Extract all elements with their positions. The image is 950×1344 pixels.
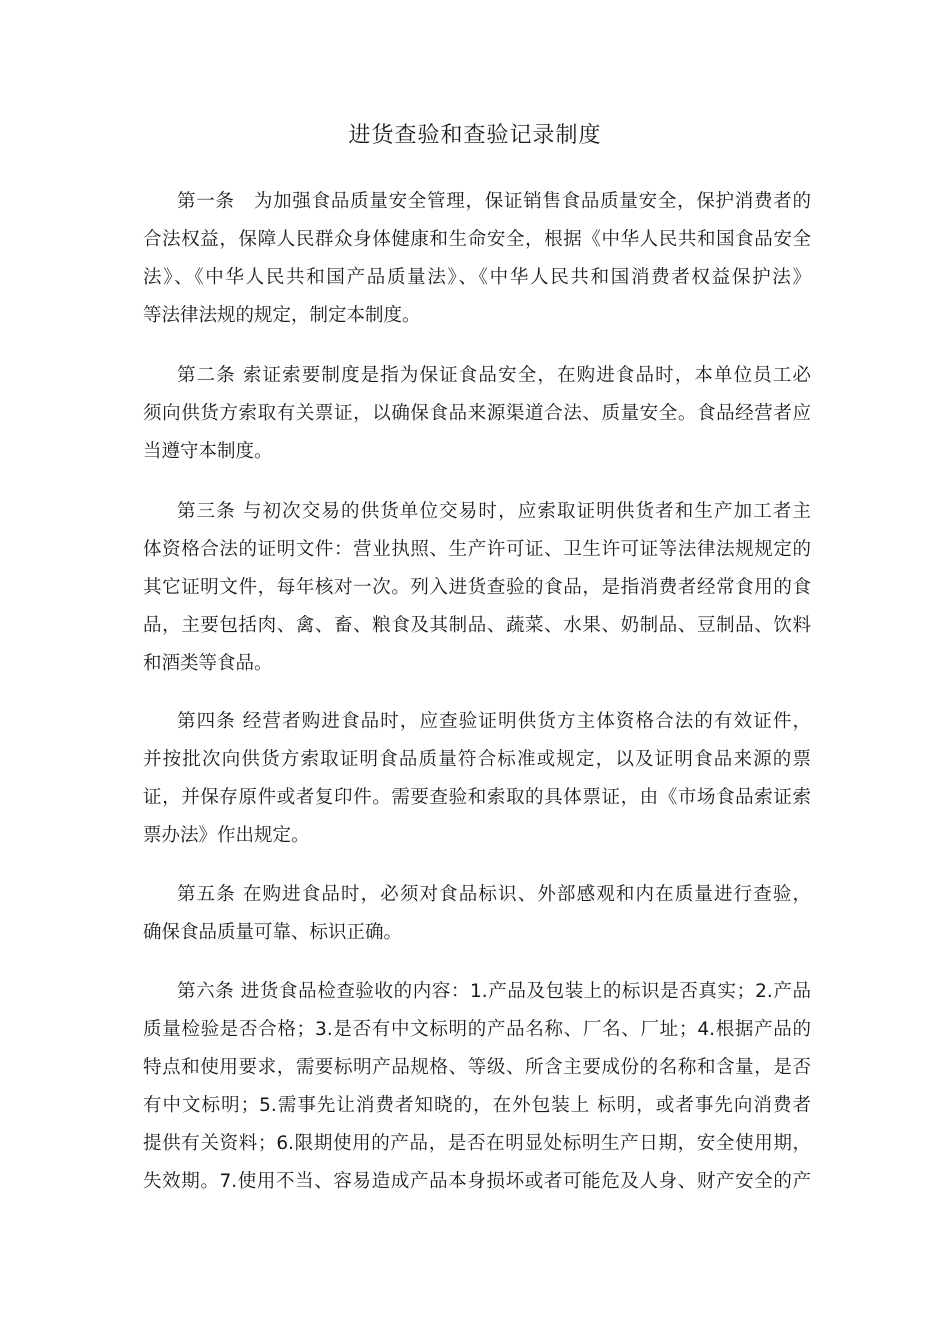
article-1-line-2: 合法权益，保障人民群众身体健康和生命安全，根据《中华人民共和国食品安全 [143, 229, 811, 250]
article-1-line-4: 等法律法规的规定，制定本制度。 [143, 305, 421, 326]
article-2-line-2: 须向供货方索取有关票证，以确保食品来源渠道合法、质量安全。食品经营者应 [143, 403, 811, 424]
article-1-line-3: 法》、《中华人民共和国产品质量法》、《中华人民共和国消费者权益保护法》 [143, 267, 811, 288]
article-6-line-5: 提供有关资料；6.限期使用的产品，是否在明显处标明生产日期，安全使用期， [143, 1133, 811, 1154]
document-title: 进货查验和查验记录制度 [348, 123, 602, 148]
article-4-line-1: 第四条 经营者购进食品时，应查验证明供货方主体资格合法的有效证件， [177, 711, 811, 732]
article-2-line-1: 第二条 索证索要制度是指为保证食品安全，在购进食品时，本单位员工必 [177, 365, 811, 386]
article-5-line-1: 第五条 在购进食品时，必须对食品标识、外部感观和内在质量进行查验， [177, 884, 811, 905]
article-2-line-3: 当遵守本制度。 [143, 441, 273, 462]
article-3-line-1: 第三条 与初次交易的供货单位交易时，应索取证明供货者和生产加工者主 [177, 501, 811, 522]
article-3-line-4: 品，主要包括肉、禽、畜、粮食及其制品、蔬菜、水果、奶制品、豆制品、饮料 [143, 615, 811, 636]
article-4-line-2: 并按批次向供货方索取证明食品质量符合标准或规定，以及证明食品来源的票 [143, 749, 811, 770]
article-3-line-2: 体资格合法的证明文件：营业执照、生产许可证、卫生许可证等法律法规规定的 [143, 539, 811, 560]
article-6-line-6: 失效期。7.使用不当、容易造成产品本身损坏或者可能危及人身、财产安全的产 [143, 1171, 811, 1192]
article-3-line-3: 其它证明文件，每年核对一次。列入进货查验的食品，是指消费者经常食用的食 [143, 577, 811, 598]
article-1-line-1: 第一条 为加强食品质量安全管理，保证销售食品质量安全，保护消费者的 [177, 191, 811, 212]
article-3-line-5: 和酒类等食品。 [143, 653, 273, 674]
article-5-line-2: 确保食品质量可靠、标识正确。 [143, 922, 403, 943]
article-6-line-2: 质量检验是否合格；3.是否有中文标明的产品名称、厂名、厂址；4.根据产品的 [143, 1019, 811, 1040]
article-6-line-3: 特点和使用要求，需要标明产品规格、等级、所含主要成份的名称和含量，是否 [143, 1057, 811, 1078]
article-6-line-1: 第六条 进货食品检查验收的内容：1.产品及包装上的标识是否真实；2.产品 [177, 981, 811, 1002]
article-4-line-4: 票办法》作出规定。 [143, 825, 310, 846]
article-6-line-4: 有中文标明；5.需事先让消费者知晓的，在外包装上 标明，或者事先向消费者 [143, 1095, 811, 1116]
article-4-line-3: 证，并保存原件或者复印件。需要查验和索取的具体票证，由《市场食品索证索 [143, 787, 811, 808]
